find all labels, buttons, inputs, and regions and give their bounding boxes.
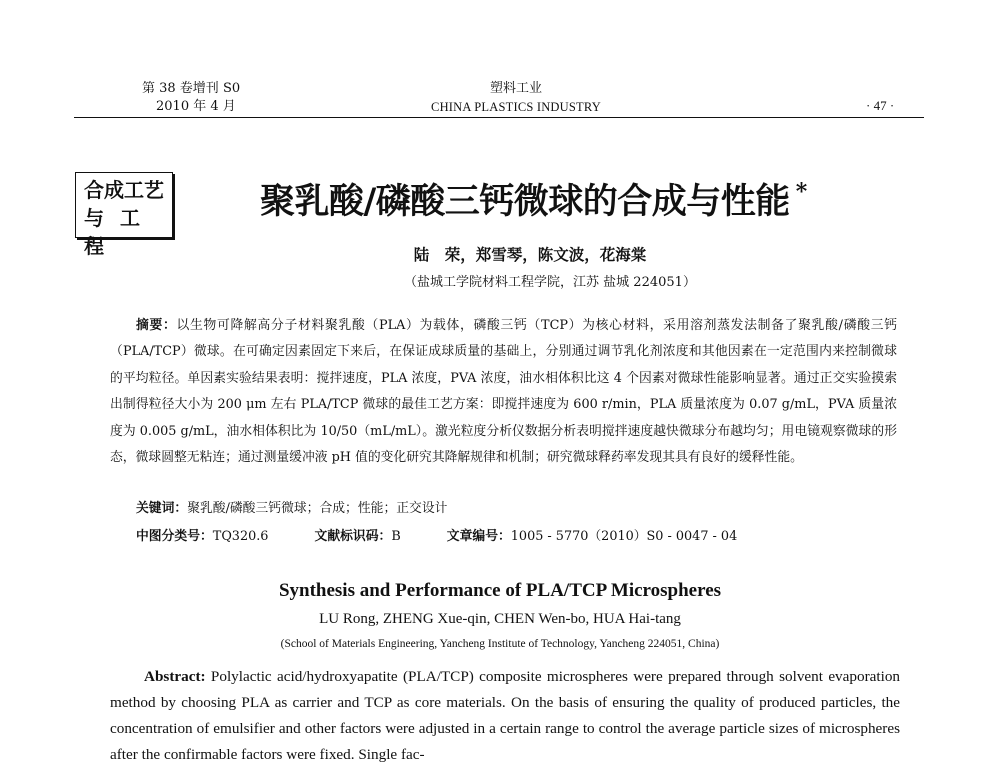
abstract-cn-text: 以生物可降解高分子材料聚乳酸（PLA）为载体，磷酸三钙（TCP）为核心材料，采用溶剂蒸发法制备了聚乳酸/磷酸三钙（PLA/TCP）微球。在可确定因素固定下来后，在保证成球质量的基础上，分别通过调节乳化剂浓度和其他因素在一定范围内来控制微球的平均粒径。单因素实验结果表明：搅拌速度，PLA 浓度，PVA 浓度，油水相体积比这 4 个因素对微球性能影响显著。通过正交实验摸索出制得粒径大小为 200 μm 左右 PLA/TCP 微球的最佳工艺方案：即搅拌速度为 600 r/min，PLA 质量浓度为 0.07 g/mL，PVA 质量浓度为 0.005 g/mL，油水相体积比为 10/50（mL/mL）。激光粒度分析仪数据分析表明搅拌速度越快微球分布越均匀；用电镜观察微球的形态，微球圆整无粘连；通过测量缓冲液 pH 值的变化研究其降解规律和机制；研究微球释药率发现其具有良好的缓释性能。	[110, 318, 897, 466]
page-number: · 47 ·	[866, 98, 895, 113]
journal-volume: 第 38 卷增刊 S0	[142, 81, 241, 96]
keywords-label: 关键词：	[136, 501, 188, 516]
section-label-box	[75, 172, 173, 258]
article-no-value: 1005 - 5770（2010）S0 - 0047 - 04	[510, 529, 738, 544]
english-affiliation: (School of Materials Engineering, Yancheng Institute of Technology, Yancheng 224051, China)	[280, 638, 720, 650]
doc-code-value: B	[391, 529, 401, 544]
classification-line	[136, 525, 779, 544]
article-title-text: 聚乳酸/磷酸三钙微球的合成与性能	[260, 181, 790, 222]
article-no-label: 文章编号：	[446, 529, 511, 544]
author-affiliation: （盐城工学院材料工程学院，江苏 盐城 224051）	[404, 275, 696, 290]
running-header-left	[142, 80, 240, 116]
english-abstract	[110, 664, 900, 768]
running-header-center	[400, 80, 632, 116]
clc-label: 中图分类号：	[136, 529, 213, 544]
author-list: 陆 荣，郑雪琴，陈文波，花海棠	[413, 246, 647, 264]
abstract-cn-label: 摘要：	[136, 318, 177, 333]
journal-name-en: CHINA PLASTICS INDUSTRY	[431, 100, 601, 114]
english-abstract-label: Abstract:	[144, 668, 206, 685]
english-title: Synthesis and Performance of PLA/TCP Microspheres	[278, 580, 722, 601]
english-authors: LU Rong, ZHENG Xue-qin, CHEN Wen-bo, HUA Hai-tang	[319, 611, 681, 627]
doc-code-label: 文献标识码：	[314, 529, 392, 544]
title-footnote-mark: *	[795, 179, 807, 205]
section-label-line1: 合成工艺	[84, 178, 164, 202]
journal-name-cn: 塑料工业	[489, 81, 542, 96]
keywords-text: 聚乳酸/磷酸三钙微球；合成；性能；正交设计	[187, 501, 448, 516]
clc-value: TQ320.6	[212, 529, 269, 544]
abstract-cn	[110, 313, 897, 471]
article-title	[260, 174, 807, 224]
keywords-line	[136, 497, 447, 516]
section-label-line2: 与工程	[84, 206, 156, 258]
english-abstract-text: Polylactic acid/hydroxyapatite (PLA/TCP) composite microspheres were prepared through solvent evaporation method by choosing PLA as carrier and TCP as core materials. On the basis of ensuring the quality of produced particles, the concentration of emulsifier and other factors were adjusted in a certain range to control the average particle sizes of microspheres after the confirmable factors were fixed. Single fac-	[110, 668, 901, 763]
header-rule	[74, 117, 924, 118]
issue-date: 2010 年 4 月	[156, 99, 236, 114]
